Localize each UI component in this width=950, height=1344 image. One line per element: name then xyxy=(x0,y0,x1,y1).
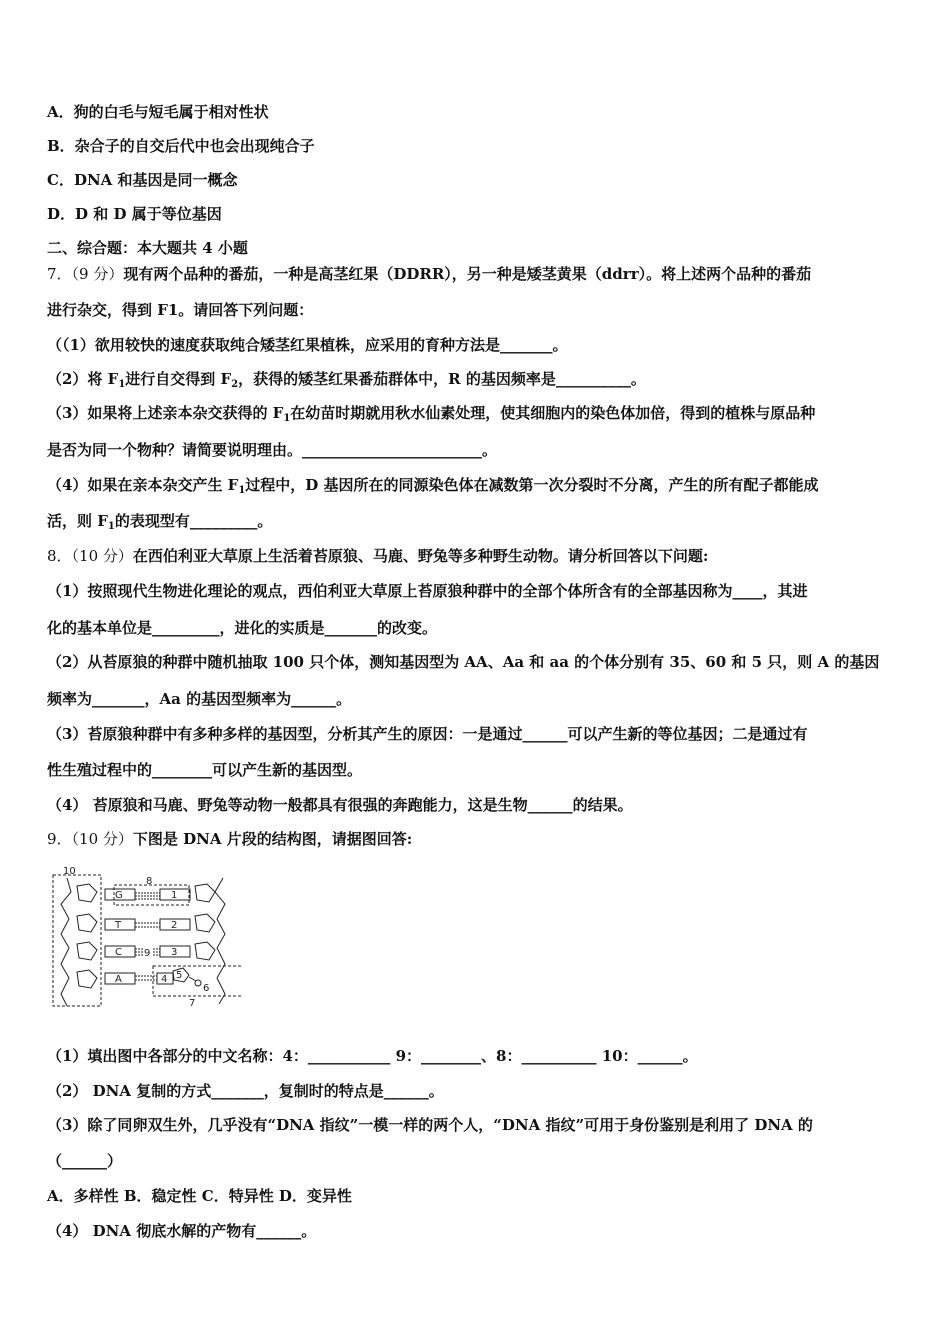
q8-intro xyxy=(47,546,708,566)
q8-part1-line2: 化的基本单位是_________，进化的实质是_______的改变。 xyxy=(47,619,438,637)
q7-part4-a: （4）如果在亲本杂交产生 F xyxy=(47,476,239,494)
q7-number: 7． xyxy=(47,265,72,283)
right-backbone xyxy=(215,878,225,1004)
q8-part2-line1: （2）从苔原狼的种群中随机抽取 100 只个体，测知基因型为 AA、Aa 和 aa 的个体分别有 35、60 和 5 只，则 A 的基因 xyxy=(47,653,880,671)
dna-structure-figure xyxy=(47,864,243,1012)
q7-part3-b: 在幼苗时期就用秋水仙素处理，使其细胞内的染色体加倍，得到的植株与原品种 xyxy=(290,404,816,422)
q8-part1-line1: （1）按照现代生物进化理论的观点，西伯利亚大草原上苔原狼种群中的全部个体所含有的全部基因称为____，其进 xyxy=(47,582,808,600)
q7-part3-line2: 是否为同一个物种？请简要说明理由。________________________。 xyxy=(47,441,498,459)
q8-intro-text: 在西伯利亚大草原上生活着苔原狼、马鹿、野兔等多种野生动物。请分析回答以下问题: xyxy=(132,547,709,565)
deoxyribose-left-2 xyxy=(77,914,97,932)
q9-score: （10 分） xyxy=(71,830,133,848)
q9-part3-line1: （3）除了同卵双生外，几乎没有“DNA 指纹”一模一样的两个人，“DNA 指纹”可用于身份鉴别是利用了 DNA 的 xyxy=(47,1116,813,1134)
q7-part2-a: （2）将 F xyxy=(47,370,119,388)
deoxyribose-right-2 xyxy=(195,914,215,932)
q9-part3-line2: （______） xyxy=(47,1152,123,1170)
option-c: C．DNA 和基因是同一概念 xyxy=(47,171,238,189)
label-7: 7 xyxy=(189,998,196,1009)
left-backbone xyxy=(61,878,71,1006)
q9-intro xyxy=(47,829,412,849)
q7-part4-line2 xyxy=(47,511,272,531)
q8-number: 8． xyxy=(47,547,72,565)
q7-part4-sub2: 1 xyxy=(107,521,115,532)
q7-part4-d: 的表现型有_________。 xyxy=(114,512,273,530)
base-a-label: A xyxy=(115,974,122,985)
q7-part2-c: ，获得的矮茎红果番茄群体中，R 的基因频率是__________。 xyxy=(238,370,646,388)
label-4: 4 xyxy=(161,974,168,985)
q7-part4-b: 过程中，D 基因所在的同源染色体在减数第一次分裂时不分离，产生的所有配子都能成 xyxy=(245,476,819,494)
base-t-label: T xyxy=(115,920,122,931)
option-a: A．狗的白毛与短毛属于相对性状 xyxy=(47,103,269,121)
q7-part3-sub: 1 xyxy=(283,413,291,424)
q9-intro-text: 下图是 DNA 片段的结构图，请据图回答: xyxy=(132,830,413,848)
base-g-label: G xyxy=(115,890,123,901)
q7-part3-a: （3）如果将上述亲本杂交获得的 F xyxy=(47,404,284,422)
q9-options: A．多样性 B．稳定性 C．特异性 D．变异性 xyxy=(47,1187,352,1205)
q7-part2-b: 进行自交得到 F xyxy=(125,370,232,388)
q8-part3-line2: 性生殖过程中的________可以产生新的基因型。 xyxy=(47,761,363,779)
hydrogen-bonds-gc xyxy=(135,893,160,899)
q9-part1: （1）填出图中各部分的中文名称：4：___________ 9：________、8：__________ 10：______。 xyxy=(47,1047,698,1065)
label-8: 8 xyxy=(146,876,153,887)
q9-part4: （4） DNA 彻底水解的产物有______。 xyxy=(47,1222,317,1240)
base-c-label: C xyxy=(115,947,122,958)
q7-score: （9 分） xyxy=(71,265,124,283)
label-9: 9 xyxy=(144,948,151,959)
q7-part3-line1 xyxy=(47,403,815,423)
deoxyribose-left-4 xyxy=(77,970,97,988)
nucleotide-outline-10 xyxy=(53,875,101,1006)
option-b: B．杂合子的自交后代中也会出现纯合子 xyxy=(47,137,315,155)
label-2: 2 xyxy=(171,920,178,931)
deoxyribose-right-1 xyxy=(195,884,215,902)
q8-part4: （4） 苔原狼和马鹿、野兔等动物一般都具有很强的奔跑能力，这是生物______的结果。 xyxy=(47,796,633,814)
deoxyribose-left-1 xyxy=(77,884,97,902)
q7-part2 xyxy=(47,369,646,389)
option-d: D．D 和 D 属于等位基因 xyxy=(47,205,222,223)
q8-part3-line1: （3）苔原狼种群中有多种多样的基因型，分析其产生的原因：一是通过______可以产生新的等位基因；二是通过有 xyxy=(47,725,808,743)
label-3: 3 xyxy=(171,947,178,958)
label-6: 6 xyxy=(203,983,210,994)
q7-intro-line1 xyxy=(47,264,811,284)
label-5: 5 xyxy=(176,970,183,981)
q8-score: （10 分） xyxy=(71,547,133,565)
label-10: 10 xyxy=(63,866,76,877)
q8-part2-line2: 频率为_______，Aa 的基因型频率为______。 xyxy=(47,690,352,708)
base-pair-outline-8 xyxy=(114,885,189,905)
q7-part2-sub2: 2 xyxy=(231,379,239,390)
deoxyribose-left-3 xyxy=(77,942,97,960)
q9-number: 9． xyxy=(47,830,72,848)
q7-intro-line2: 进行杂交，得到 F1。请回答下列问题： xyxy=(47,301,314,319)
label-1: 1 xyxy=(171,890,178,901)
hydrogen-bonds-a4 xyxy=(135,976,157,980)
q7-part4-c: 活，则 F xyxy=(47,512,108,530)
section-title: 二、综合题：本大题共 4 小题 xyxy=(47,239,248,257)
deoxyribose-right-3 xyxy=(195,942,215,960)
q7-part4-line1 xyxy=(47,475,819,495)
q9-part2: （2） DNA 复制的方式_______，复制时的特点是______。 xyxy=(47,1082,444,1100)
q7-part1: （（1）欲用较快的速度获取纯合矮茎红果植株，应采用的育种方法是_______。 xyxy=(47,336,568,354)
q7-part2-sub1: 1 xyxy=(118,379,126,390)
q7-intro-a: 现有两个品种的番茄，一种是高茎红果（DDRR），另一种是矮茎黄果（ddrr）。将上述两个品种的番茄 xyxy=(123,265,812,283)
phosphate-link-6 xyxy=(189,977,196,981)
q7-part4-sub: 1 xyxy=(238,485,246,496)
hydrogen-bonds-at xyxy=(135,923,160,927)
